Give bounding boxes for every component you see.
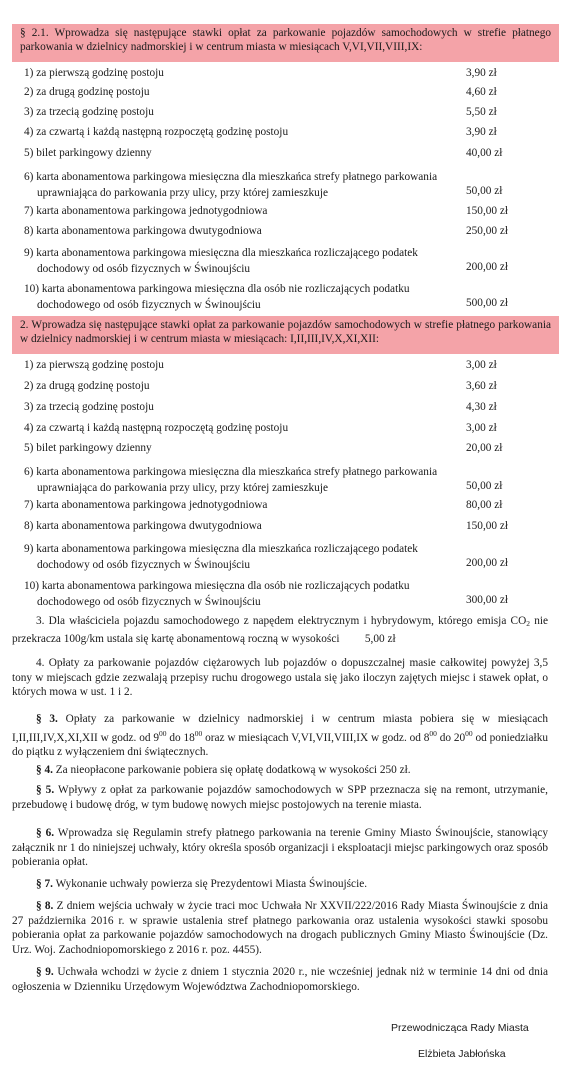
rate-label-line2: dochodowy od osób fizycznych w Świnoujściu [37,559,251,571]
rate-label-line1: 8) karta abonamentowa parkingowa dwutygodniowa [24,225,262,237]
rate-label [24,520,444,534]
section-3: § 3. Opłaty za parkowanie w dzielnicy nadmorskiej i w centrum miasta pobiera się w miesiącach I,II,III,IV,X,XI,XII w godz. od $9^{00}$ do $18^{00}$ oraz w miesiącach V,VI,VII,VIII,IX w godz. od $8^{00}$ do $20^{00}$ od poniedziałku do piątku z wyłączeniem dni świątecznych. [12,713,548,758]
rate-label [24,225,444,239]
rate-label [24,169,444,201]
rate-label [24,106,444,120]
rate-label-line1: 4) za czwartą i każdą następną rozpoczętą godzinę postoju [24,126,289,138]
rate-label [24,245,444,277]
rate-label-line1: 10) karta abonamentowa parkingowa miesięczna dla osób nie rozliczających podatku [24,580,410,592]
rate-label-line2: dochodowy od osób fizycznych w Świnoujściu [37,263,251,275]
rate-label [24,422,444,436]
section-9: § 9. Uchwała wchodzi w życie z dniem 1 stycznia 2020 r., nie wcześniej jednak niż w terminie 14 dni od dnia ogłoszenia w Dzienniku Urzędowym Województwa Zachodniopomorskiego. [12,966,549,993]
rate-label-line1: 5) bilet parkingowy dzienny [24,442,152,454]
section1-header: § 2.1. Wprowadza się następujące stawki opłat za parkowanie pojazdów samochodowych w strefie płatnego parkowania w dzielnicy nadmorskiej i w centrum miasta w miesiącach V,VI,VII,VIII,IX: [12,24,559,62]
section-7: § 7. Wykonanie uchwały powierza się Prezydentowi Miasta Świnoujście. [36,878,368,890]
rate-label [24,578,444,610]
rate-amount: 200,00 zł [466,261,509,273]
ev-card-amount: 5,00 zł [364,632,396,645]
rate-label-line1: 7) karta abonamentowa parkingowa jednotygodniowa [24,205,268,217]
rate-label-line1: 7) karta abonamentowa parkingowa jednotygodniowa [24,499,268,511]
rate-label-line2: dochodowego od osób fizycznych w Świnoujściu [37,596,261,608]
section-8: § 8. Z dniem wejścia uchwały w życie traci moc Uchwała Nr XXVII/222/2016 Rady Miasta Świnoujście z dnia 27 października 2016 r. w sprawie ustalenia stref płatnego parkowania oraz ustalenia wysokości stawki sposobu pobierania opłat za parkowanie pojazdów samochodowych na drogach publicznych Gminy Miasto Świnoujście (Dz. Urz. Woj. Zachodniopomorskiego z 2016 r. poz. 4455). [12,900,548,956]
rate-label [24,380,444,394]
rate-amount: 500,00 zł [466,297,509,309]
rate-amount: 300,00 zł [466,594,509,606]
rate-amount: 250,00 zł [466,225,509,237]
rate-amount: 3,90 zł [466,126,497,138]
rate-amount: 50,00 zł [466,185,503,197]
rate-label-line1: 1) za pierwszą godzinę postoju [24,67,164,79]
rate-amount: 40,00 zł [466,147,503,159]
rate-label-line1: 6) karta abonamentowa parkingowa miesięczna dla mieszkańca strefy płatnego parkowania [24,466,438,478]
rate-label [24,541,444,573]
rate-label-line1: 2) za drugą godzinę postoju [24,380,150,392]
rate-amount: 5,50 zł [466,106,497,118]
rate-label-line1: 3) za trzecią godzinę postoju [24,106,154,118]
rate-label-line1: 8) karta abonamentowa parkingowa dwutygodniowa [24,520,262,532]
rate-amount: 3,00 zł [466,359,497,371]
rate-label-line1: 10) karta abonamentowa parkingowa miesięczna dla osób nie rozliczających podatku [24,283,410,295]
rate-label [24,499,444,513]
rate-amount: 80,00 zł [466,499,503,511]
section-6: § 6. Wprowadza się Regulamin strefy płatnego parkowania na terenie Gminy Miasto Świnoujście, stanowiący załącznik nr 1 do niniejszej uchwały, który określa sposób organizacji i eksploatacji miejsc parkingowych oraz sposób pobierania opłat. [12,827,548,868]
rate-label-line1: 4) za czwartą i każdą następną rozpoczętą godzinę postoju [24,422,289,434]
rate-label-line1: 5) bilet parkingowy dzienny [24,147,152,159]
rate-label [24,67,444,81]
rate-label [24,281,444,313]
rate-label-line1: 1) za pierwszą godzinę postoju [24,359,164,371]
rate-label-line2: uprawniająca do parkowania przy ulicy, przy której zamieszkuje [37,482,328,494]
rate-label-line2: dochodowego od osób fizycznych w Świnoujściu [37,299,261,311]
section2-header: 2. Wprowadza się następujące stawki opłat za parkowanie pojazdów samochodowych w strefie płatnego parkowania w dzielnicy nadmorskiej i w centrum miasta w miesiącach: I,II,III,IV,X,XI,XII: [12,316,559,354]
paragraph-3: 3. Dla właściciela pojazdu samochodowego z napędem elektrycznym i hybrydowym, którego emisja $CO_2$ nie przekracza 100g/km ustala się kartę abonamentową roczną w wysokości 5,00 zł [12,615,548,645]
signature-name: Elżbieta Jabłońska [418,1048,506,1060]
rate-amount: 3,90 zł [466,67,497,79]
rate-label [24,401,444,415]
rate-label-line1: 6) karta abonamentowa parkingowa miesięczna dla mieszkańca strefy płatnego parkowania [24,171,438,183]
rate-label-line1: 9) karta abonamentowa parkingowa miesięczna dla mieszkańca rozliczającego podatek [24,543,418,555]
rate-amount: 50,00 zł [466,480,503,492]
rate-amount: 20,00 zł [466,442,503,454]
rate-label-line1: 3) za trzecią godzinę postoju [24,401,154,413]
rate-amount: 3,60 zł [466,380,497,392]
rate-label-line1: 2) za drugą godzinę postoju [24,86,150,98]
rate-label [24,464,444,496]
rate-amount: 200,00 zł [466,557,509,569]
rate-amount: 4,30 zł [466,401,497,413]
rate-label [24,126,444,140]
rate-amount: 4,60 zł [466,86,497,98]
rate-amount: 150,00 zł [466,520,509,532]
rate-label [24,205,444,219]
rate-label-line2: uprawniająca do parkowania przy ulicy, przy której zamieszkuje [37,187,328,199]
rate-label [24,359,444,373]
rate-label [24,442,444,456]
section-5: § 5. Wpływy z opłat za parkowanie pojazdów samochodowych w SPP przeznacza się na remont, utrzymanie, przebudowę i budowę dróg, w tym budowę nowych miejsc postojowych na terenie miasta. [12,784,548,811]
rate-label [24,86,444,100]
rate-amount: 3,00 zł [466,422,497,434]
paragraph-4: 4. Opłaty za parkowanie pojazdów ciężarowych lub pojazdów o dopuszczalnej masie całkowitej powyżej 3,5 tony w miejscach gdzie zezwalają przepisy ruchu drogowego ustala się jako iloczyn zajętych miejsc i stawek opłat, o których mowa w ust. 1 i 2. [12,657,548,698]
rate-label-line1: 9) karta abonamentowa parkingowa miesięczna dla mieszkańca rozliczającego podatek [24,247,418,259]
section-4: § 4. Za nieopłacone parkowanie pobiera się opłatę dodatkową w wysokości 250 zł. [36,764,411,776]
rate-amount: 150,00 zł [466,205,509,217]
signature-role: Przewodnicząca Rady Miasta [391,1022,529,1034]
rate-label [24,147,444,161]
